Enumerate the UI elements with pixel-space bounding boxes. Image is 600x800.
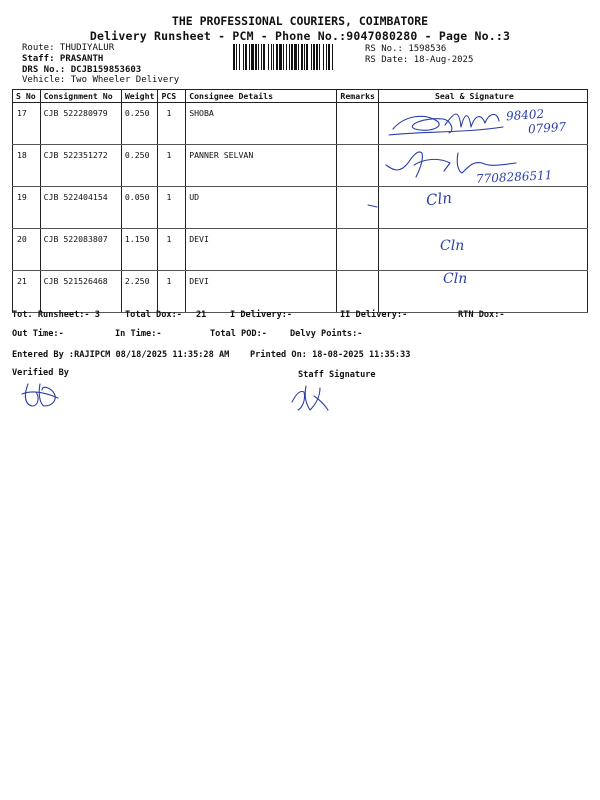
col-signature-header: Seal & Signature	[378, 90, 587, 103]
col-consignment-header: Consignment No	[40, 90, 121, 103]
table-row	[13, 187, 588, 229]
cell-consignee: UD	[186, 187, 337, 229]
staff-signature-label: Staff Signature	[298, 370, 376, 380]
cell-consignee: DEVI	[186, 271, 337, 313]
vehicle-label: Vehicle: Two Wheeler Delivery	[22, 75, 180, 85]
table-row	[13, 229, 588, 271]
table-header-row	[13, 90, 588, 103]
cell-sno: 18	[13, 145, 41, 187]
in-time-label: In Time:-	[115, 329, 162, 339]
col-weight-header: Weight	[121, 90, 158, 103]
total-pod-label: Total POD:-	[210, 329, 267, 339]
row19-handwritten-text: Cln	[425, 188, 453, 210]
rtn-dox-label: RTN Dox:-	[458, 310, 505, 320]
cell-weight: 1.150	[121, 229, 158, 271]
cell-remarks	[337, 145, 379, 187]
cell-remarks	[337, 103, 379, 145]
cell-pcs: 1	[158, 103, 186, 145]
verified-by-label: Verified By	[12, 368, 69, 378]
row18-handwritten-number: 7708286511	[475, 168, 553, 186]
row17-handwritten-number: 98402	[505, 106, 545, 124]
cell-signature	[378, 229, 587, 271]
cell-consignment: CJB 522280979	[40, 103, 121, 145]
row19-remark-mark	[365, 200, 385, 210]
cell-weight: 0.050	[121, 187, 158, 229]
cell-signature	[378, 271, 587, 313]
cell-pcs: 1	[158, 271, 186, 313]
cell-consignee: SHOBA	[186, 103, 337, 145]
verified-by-signature-image	[18, 378, 68, 412]
tot-runsheet: Tot. Runsheet:- 3	[12, 310, 100, 320]
col-consignee-header: Consignee Details	[186, 90, 337, 103]
cell-sno: 20	[13, 229, 41, 271]
rs-date: RS Date: 18-Aug-2025	[365, 55, 474, 65]
delvy-points-label: Delvy Points:-	[290, 329, 363, 339]
staff-signature-image	[286, 380, 336, 414]
ii-delivery-label: II Delivery:-	[340, 310, 408, 320]
cell-remarks	[337, 271, 379, 313]
col-pcs-header: PCS	[158, 90, 186, 103]
rs-number: RS No.: 1598536	[365, 44, 447, 54]
row17-handwritten-number-2: 07997	[527, 119, 567, 137]
cell-weight: 0.250	[121, 145, 158, 187]
cell-consignment: CJB 522351272	[40, 145, 121, 187]
printed-on: Printed On: 18-08-2025 11:35:33	[250, 350, 411, 360]
cell-sno: 19	[13, 187, 41, 229]
cell-signature	[378, 187, 587, 229]
cell-consignment: CJB 522083807	[40, 229, 121, 271]
staff-label: Staff: PRASANTH	[22, 54, 104, 64]
row20-handwritten-text: Cln	[440, 238, 465, 254]
i-delivery-label: I Delivery:-	[230, 310, 293, 320]
cell-remarks	[337, 229, 379, 271]
cell-sno: 17	[13, 103, 41, 145]
table-row	[13, 271, 588, 313]
cell-consignment: CJB 521526468	[40, 271, 121, 313]
cell-pcs: 1	[158, 229, 186, 271]
barcode-image	[232, 44, 360, 70]
cell-weight: 0.250	[121, 103, 158, 145]
total-dox-label: Total Dox:-	[125, 310, 182, 320]
cell-consignee: PANNER SELVAN	[186, 145, 337, 187]
page-subtitle: Delivery Runsheet - PCM - Phone No.:9047080280 - Page No.:3	[89, 29, 511, 43]
total-dox-value: 21	[196, 310, 207, 320]
drs-number: DRS No.: DCJB159853603	[22, 65, 142, 75]
cell-consignment: CJB 522404154	[40, 187, 121, 229]
cell-pcs: 1	[158, 187, 186, 229]
col-remarks-header: Remarks	[337, 90, 379, 103]
cell-weight: 2.250	[121, 271, 158, 313]
entered-by: Entered By :RAJIPCM 08/18/2025 11:35:28 AM	[12, 350, 230, 360]
cell-consignee: DEVI	[186, 229, 337, 271]
route-label: Route: THUDIYALUR	[22, 43, 115, 53]
row21-handwritten-text: Cln	[443, 271, 468, 287]
page-title: THE PROFESSIONAL COURIERS, COIMBATORE	[171, 14, 429, 28]
cell-sno: 21	[13, 271, 41, 313]
col-sno-header: S No	[13, 90, 41, 103]
out-time-label: Out Time:-	[12, 329, 64, 339]
cell-pcs: 1	[158, 145, 186, 187]
